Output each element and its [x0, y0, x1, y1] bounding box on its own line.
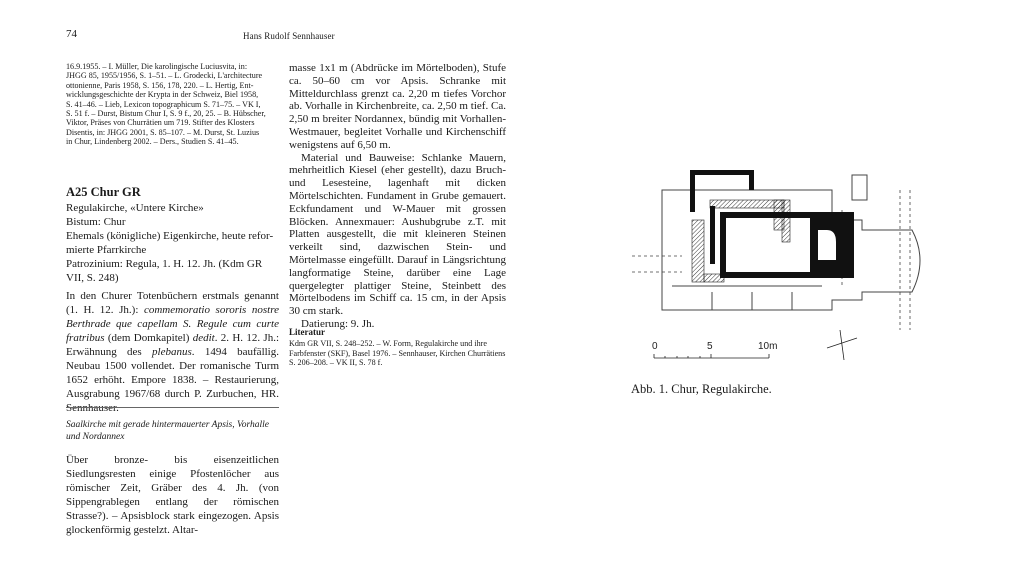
history-text: (dem Domkapitel) — [104, 332, 193, 344]
footnote-line: 16.9.1955. – I. Müller, Die karolingische Luciusvita, in: — [66, 62, 248, 71]
footnote-line: S. 51 f. – Durst, Bistum Chur I, S. 9 f., 20, 25. – B. Hübscher, — [66, 109, 266, 119]
literature-text: Kdm GR VII, S. 248–252. – W. Form, Regulakirche und ihre Farbfenster (SKF), Basel 1976. – Sennhauser, Kirchen Churrätiens S. 206–208. – VK II, S. 78 f. — [289, 339, 506, 368]
history-text: . 2. H. 12. Jh.: Erwähnung des — [66, 332, 280, 358]
scale-bar — [654, 354, 769, 358]
dashed-lines — [632, 190, 910, 330]
body-paragraph: Material und Bauweise: Schlanke Mauern, mehrheitlich Kiesel (eher gestellt), dazu Bruch- und Lesesteine, lagenhaft mit dicken Mörtelschichten. Fundament in Grube gemauert. Eckfundament und W-Mauer mit grossen Blöcken. Annexmauer: Aushubgrube z.T. mit Platten ausgestellt, die mit kleineren Steinen verkeilt sind, dazwischen Stein- und Mörtelmasse eingefüllt. Darauf in Längsrichtung langformatige Steine, darüber eine Lage quergelegter plattiger Steine, Steinbett des Mörtelbodens im Schiff ca. 15 cm, in der Apsis 30 cm stark. — [289, 151, 506, 318]
meta-line: Bistum: Chur — [66, 216, 126, 228]
body-paragraph: Über bronze- bis eisenzeitlichen Siedlungsresten einige Pfostenlöcher aus römischer Zeit, Gräber des 4. Jh. (von Sippengrablegen entlang der römischen Strasse?). – Apsisblock stark eingezogen. Apsis glockenförmig gestelzt. Altar- — [66, 454, 279, 536]
meta-line: Regulakirche, «Untere Kirche» — [66, 202, 204, 214]
meta-line: mierte Pfarrkirche — [66, 244, 147, 256]
scale-labels — [622, 336, 922, 354]
floor-plan — [622, 160, 922, 360]
footnote-line: Viktor, Präses von Churrätien um 719. Stifter des Klosters — [66, 118, 255, 128]
meta-line: Ehemals (königliche) Eigenkirche, heute refor- — [66, 230, 274, 242]
history-paragraph — [66, 289, 279, 415]
history-text: . 1494 baufällig. Neubau 1500 vollendet. Der romanische Turm 1652 erhöht. Empore 1838. – Restaurierung, Ausgrabung 1967/68 durch P. Zurbuchen, HR. Sennhauser. — [66, 346, 279, 414]
footnote-line: in Chur, Lindenberg 2002. – Ders., Studien S. 41–45. — [66, 137, 239, 147]
meta-line: VII, S. 248) — [66, 272, 119, 284]
history-quote: commemoratio sororis nostre Berthrade que capellam S. Regule cum curte fratribus — [66, 304, 279, 344]
dating-line: Datierung: 9. Jh. — [301, 317, 375, 330]
second-column — [289, 62, 506, 331]
footnotes — [66, 62, 279, 147]
figure-caption: Abb. 1. Chur, Regulakirche. — [631, 382, 772, 396]
section-divider — [66, 407, 279, 408]
entry-heading: A25 Chur GR — [66, 185, 141, 199]
history-quote: plebanus — [152, 346, 192, 358]
page-number: 74 — [66, 28, 77, 40]
section-subtitle: Saalkirche mit gerade hintermauerter Apsis, Vorhalle und Nordannex — [66, 420, 269, 442]
meta-line: Patrozinium: Regula, 1. H. 12. Jh. (Kdm GR — [66, 258, 263, 270]
history-text: In den Churer Totenbüchern erstmals genannt (1. H. 12. Jh.): — [66, 290, 279, 316]
excavated-walls — [690, 170, 854, 278]
scale-label: 5 — [707, 341, 713, 352]
history-quote: dedit — [192, 332, 215, 344]
footnote-line: ottonienne, Paris 1958, S. 156, 178, 220. – L. Hertig, Ent- — [66, 80, 254, 90]
footnote-line: JHGG 85, 1955/1956, S. 1–51. – L. Grodecki, L'architecture — [66, 71, 263, 81]
footnote-line: wicklungsgeschichte der Krypta in der Schweiz, Biel 1958, — [66, 90, 259, 100]
scale-label: 10m — [758, 341, 778, 352]
entry-meta — [66, 201, 279, 285]
body-paragraph: masse 1x1 m (Abdrücke im Mörtelboden), Stufe ca. 50–60 cm vor Apsis. Schranke mit Mitteldurchlass grenzt ca. 2,20 m tiefes Vorchor ab. Vorhalle in Kirchenbreite, ca. 2,50 m tief. Ca. 2,50 m breiter Nordannex, bündig mit Vorhallen-Westmauer, begleitet Vorhalle und Kirchenschiff wenigstens auf 6,50 m. — [289, 62, 506, 151]
running-head: Hans Rudolf Sennhauser — [243, 31, 335, 41]
footnote-line: S. 41–46. – Lieb, Lexicon topographicum S. 71–75. – VK I, — [66, 99, 261, 109]
scale-label: 0 — [652, 341, 658, 352]
literature-heading: Literatur — [289, 327, 325, 337]
footnote-line: Disentis, in: JHGG 2001, S. 85–107. – M. Durst, St. Luzius — [66, 127, 260, 137]
